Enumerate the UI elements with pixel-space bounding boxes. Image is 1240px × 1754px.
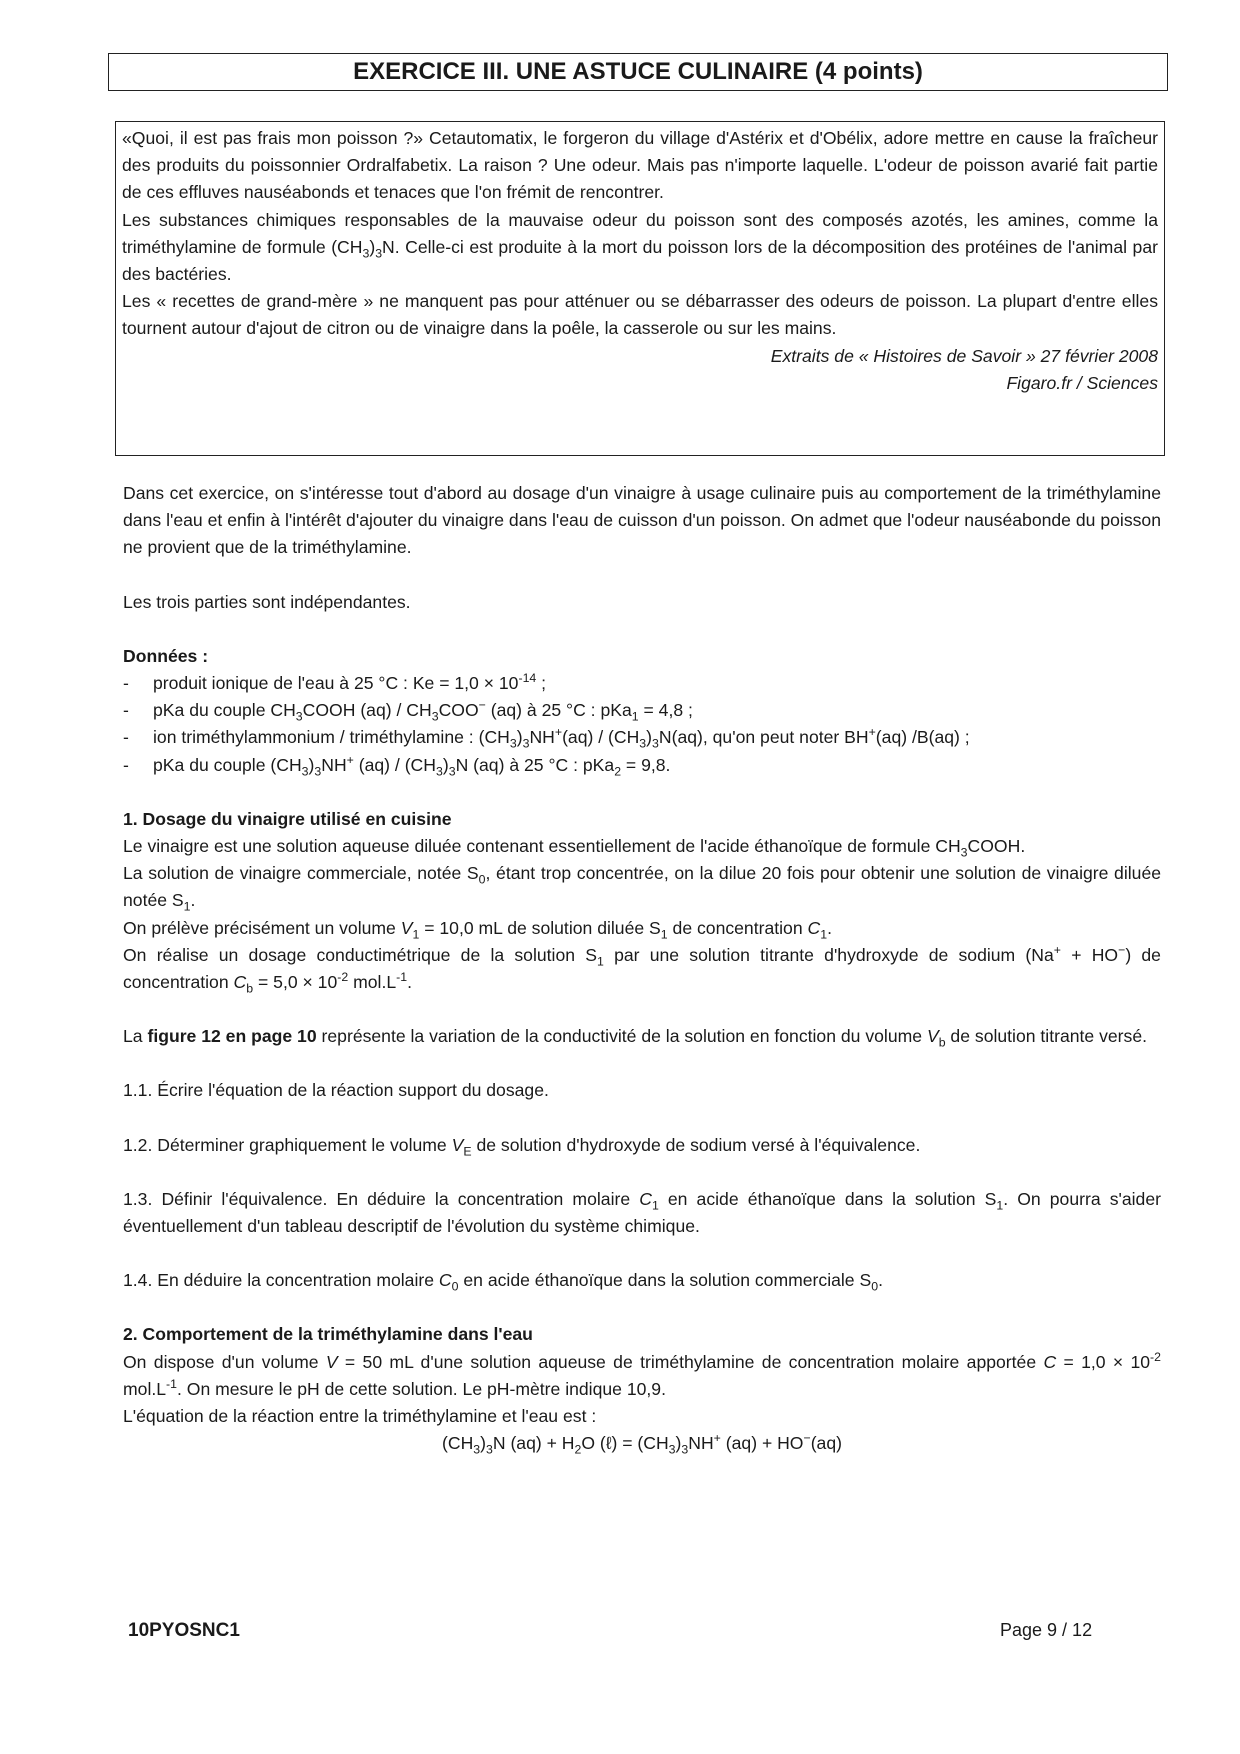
part1-line: La solution de vinaigre commerciale, notée $S_0$, étant trop concentrée, on la dilue 20 fois pour obtenir une solution de vinaigre diluée notée $S_1$. bbox=[123, 863, 1162, 914]
part1-line: On prélève précisément un volume $V_1 = 10,0$ mL de solution diluée $S_1$ de concentration $C_1$. bbox=[123, 917, 832, 942]
part1-heading: 1. Dosage du vinaigre utilisé en cuisine bbox=[123, 808, 452, 829]
donnees-item: - pKa du couple $(CH_3)_3NH^+$ $(aq) / (CH_3)_3N$ (aq) à 25 °C : pKa$_2$ = 9,8. bbox=[123, 752, 1161, 779]
question-1-3: 1.3. Définir l'équivalence. En déduire la concentration molaire $C_1$ en acide éthanoïque dans la solution $S_1$. On pourra s'aider éventuellement d'un tableau descriptif de l'évolution du système chimique. bbox=[123, 1188, 1161, 1237]
part1-line: On réalise un dosage conductimétrique de la solution $S_1$ par une solution titrante d'hydroxyde de sodium (Na+ + HO−) de concentration $C_b = 5,0 \times 10^{-2}$ $mol.L^{-1}$. bbox=[123, 942, 1161, 996]
part2-line: L'équation de la réaction entre la triméthylamine et l'eau est : bbox=[123, 1406, 597, 1427]
figure-reference: La figure 12 en page 10 représente la variation de la conductivité de la solution en fonction du volume $V_b$ de solution titrante versé. bbox=[123, 1026, 1148, 1050]
quote-source-1: Extraits de « Histoires de Savoir » 27 février 2008 bbox=[770, 345, 1158, 366]
parts-note: Les trois parties sont indépendantes. bbox=[123, 591, 411, 612]
part2-heading: 2. Comportement de la triméthylamine dans l'eau bbox=[123, 1324, 533, 1345]
part1-line: Le vinaigre est une solution aqueuse diluée contenant essentiellement de l'acide éthanoïque de formule $CH_3COOH$. bbox=[123, 836, 1026, 860]
document-code: 10PYOSNC1 bbox=[128, 1620, 240, 1641]
quote-paragraph-2: Les substances chimiques responsables de la mauvaise odeur du poisson sont des composés azotés, les amines, comme la triméthylamine de formule $(CH_3)_3N$. Celle-ci est produite à la mort du poisson lors de la décomposition des protéines de l'animal par des bactéries. bbox=[122, 209, 1158, 285]
quote-paragraph-3: Les « recettes de grand-mère » ne manquent pas pour atténuer ou se débarrasser des odeurs de poisson. La plupart d'entre elles tournent autour d'ajout de citron ou de vinaigre dans la poêle, la casserole ou sur les mains. bbox=[122, 291, 1158, 339]
part2-line: On dispose d'un volume V = 50 mL d'une solution aqueuse de triméthylamine de concentration molaire apportée $C = 1,0 \times 10^{-2}$ $mol.L^{-1}$. On mesure le pH de cette solution. Le pH-mètre indique 10,9. bbox=[123, 1349, 1161, 1399]
donnees-item: - pKa du couple $CH_3COOH$ $(aq) / CH_3COO^-$ (aq) à 25 °C : pKa$_1$ = 4,8 ; bbox=[123, 697, 1161, 724]
donnees-heading: Données : bbox=[123, 645, 209, 666]
donnees-item: - produit ionique de l'eau à 25 °C : $Ke = 1,0 \times 10^{-14}$ ; bbox=[123, 670, 1161, 697]
donnees-item: - ion triméthylammonium / triméthylamine : $(CH_3)_3NH^+(aq) / (CH_3)_3N(aq)$, qu'on peut noter BH+(aq) /B(aq) ; bbox=[123, 724, 1161, 751]
page-number: Page 9 / 12 bbox=[1000, 1620, 1093, 1640]
question-1-1: 1.1. Écrire l'équation de la réaction support du dosage. bbox=[123, 1080, 549, 1101]
intro-text: Dans cet exercice, on s'intéresse tout d'abord au dosage d'un vinaigre à usage culinaire puis au comportement de la triméthylamine dans l'eau et enfin à l'intérêt d'ajouter du vinaigre dans l'eau de cuisson d'un poisson. On admet que l'odeur nauséabonde du poisson ne provient que de la triméthylamine. bbox=[123, 483, 1161, 558]
quote-source-2: Figaro.fr / Sciences bbox=[1006, 372, 1158, 393]
donnees-list bbox=[123, 670, 1161, 779]
quote-box bbox=[115, 121, 1165, 456]
quote-paragraph-1: «Quoi, il est pas frais mon poisson ?» Cetautomatix, le forgeron du village d'Astérix et d'Obélix, adore mettre en cause la fraîcheur des produits du poissonnier Ordralfabetix. La raison ? Une odeur. Mais pas n'importe laquelle. L'odeur de poisson avarié fait partie de ces effluves nauséabonds et tenaces que l'on frémit de rencontrer. bbox=[122, 128, 1158, 203]
exercise-title: EXERCICE III. UNE ASTUCE CULINAIRE (4 points) bbox=[108, 53, 1168, 91]
question-1-4: 1.4. En déduire la concentration molaire $C_0$ en acide éthanoïque dans la solution commerciale $S_0$. bbox=[123, 1270, 883, 1294]
question-1-2: 1.2. Déterminer graphiquement le volume $V_E$ de solution d'hydroxyde de sodium versé à l'équivalence. bbox=[123, 1134, 921, 1159]
exercise-body bbox=[123, 480, 1161, 1457]
reaction-equation: $(CH_3)_3N$ $(aq) + H_2O$ (ℓ) = $(CH_3)_3NH^+$ (aq) + HO−(aq) bbox=[442, 1431, 842, 1457]
